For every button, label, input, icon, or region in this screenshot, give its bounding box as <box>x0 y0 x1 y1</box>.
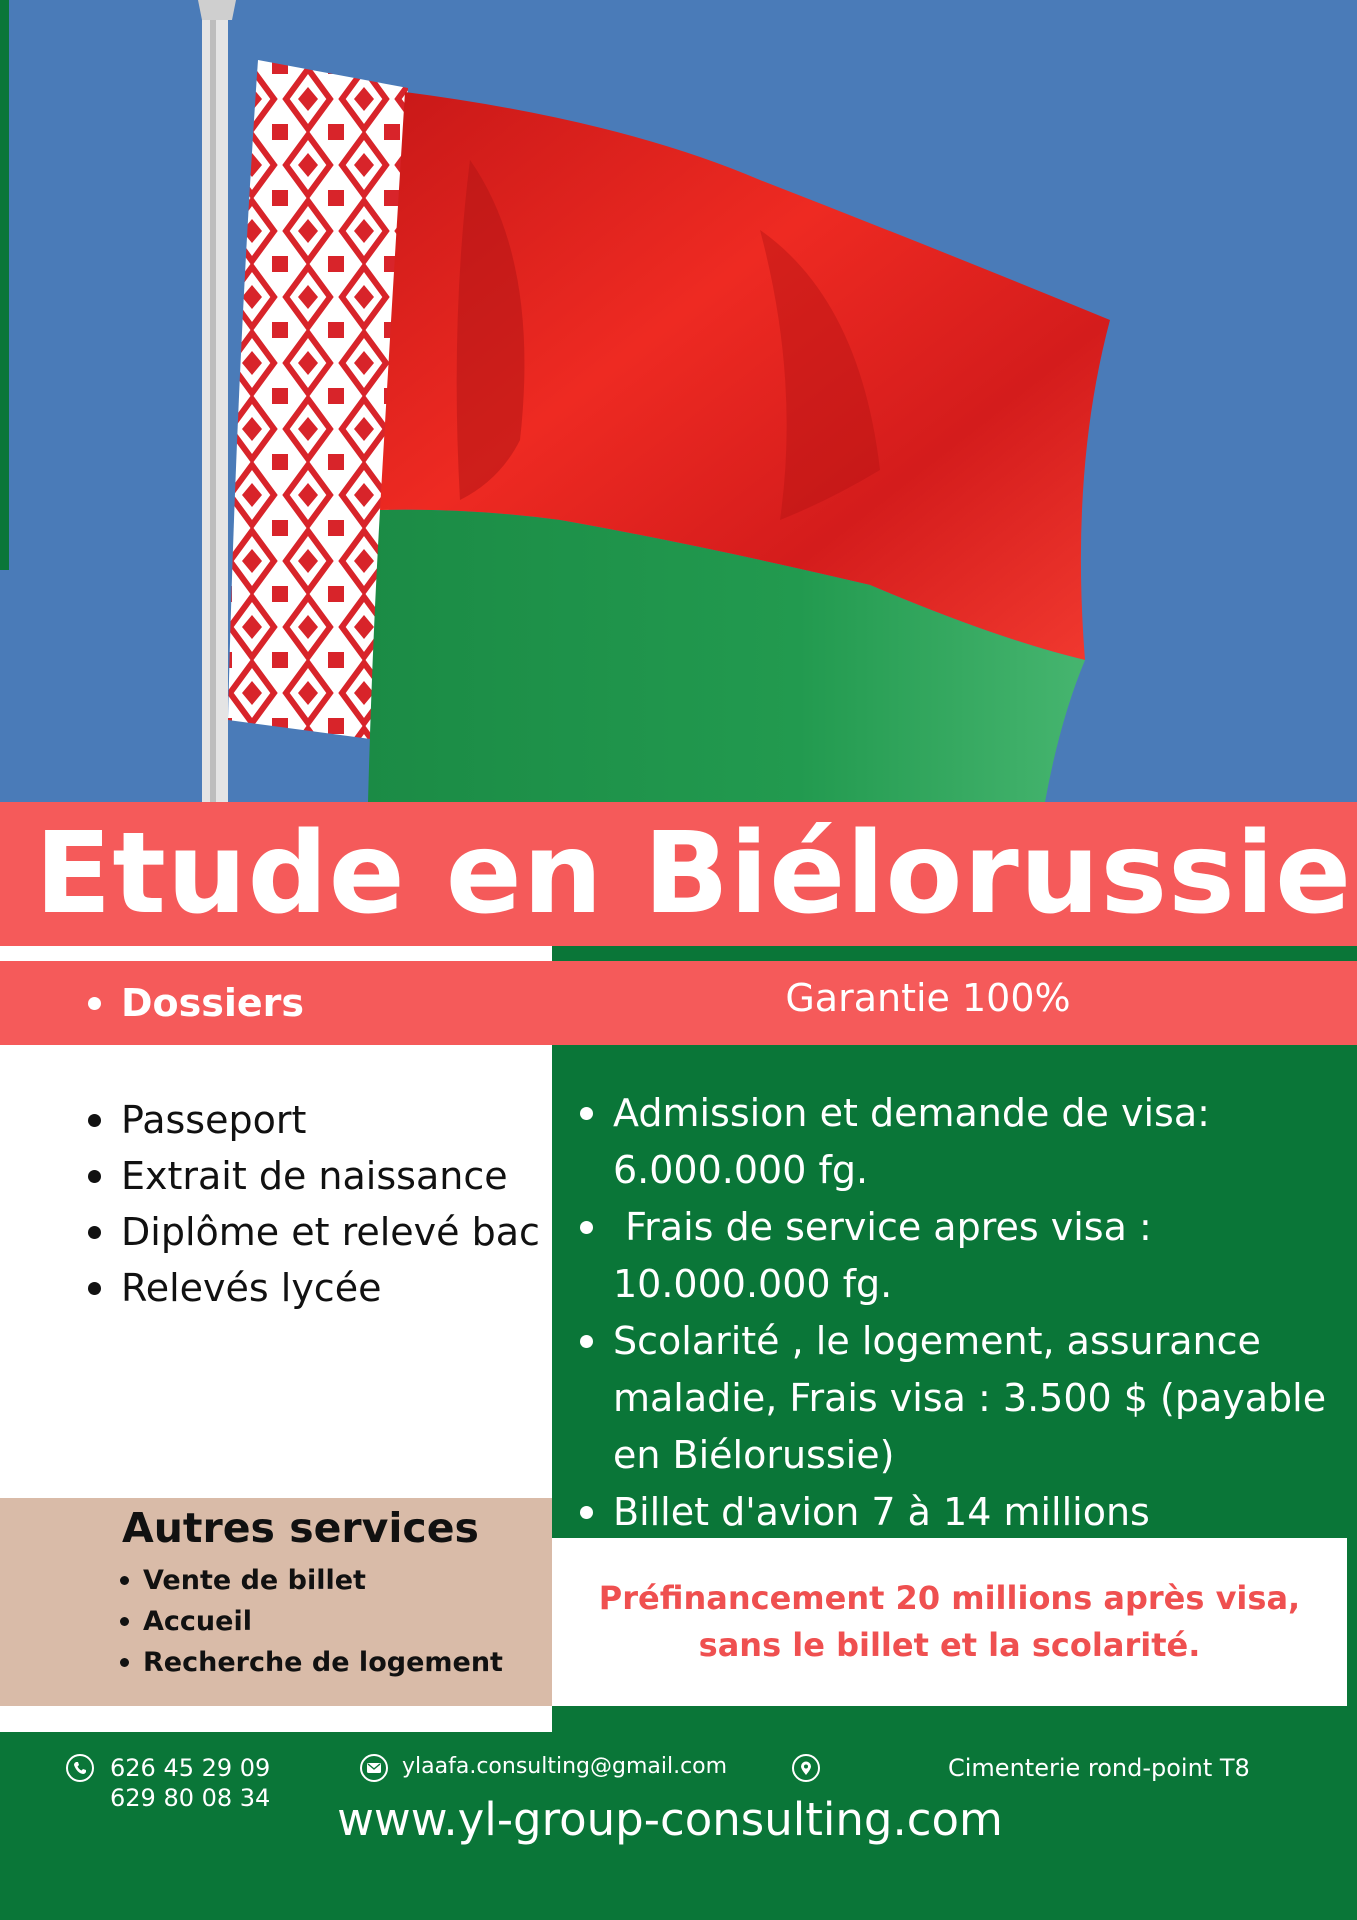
bullet-icon <box>120 1617 129 1626</box>
email-address[interactable]: ylaafa.consulting@gmail.com <box>402 1754 728 1779</box>
list-item: Frais de service apres visa : 10.000.000 fg. <box>580 1199 1340 1313</box>
fees-list <box>580 1085 1340 1541</box>
bullet-icon <box>88 1114 101 1127</box>
bullet-icon <box>88 997 101 1010</box>
list-item: Vente de billet <box>120 1560 503 1601</box>
edge-strip <box>0 0 9 570</box>
prefinancing-note: Préfinancement 20 millions après visa, sans le billet et la scolarité. <box>598 1579 1301 1664</box>
page-title: Etude en Biélorussie <box>34 809 1353 939</box>
hero-flag-photo <box>0 0 1357 802</box>
bullet-icon <box>580 1335 593 1348</box>
bullet-icon <box>120 1576 129 1585</box>
bullet-icon <box>88 1170 101 1183</box>
list-item: Relevés lycée <box>88 1260 540 1316</box>
documents-list <box>88 1092 540 1316</box>
list-item: Accueil <box>120 1601 503 1642</box>
bullet-icon <box>88 1226 101 1239</box>
phone-icon <box>66 1754 94 1782</box>
other-services-title: Autres services <box>122 1504 479 1552</box>
location-pin-icon <box>792 1754 820 1782</box>
documents-panel-bottom-strip <box>0 1706 552 1732</box>
list-item: Recherche de logement <box>120 1642 503 1683</box>
other-services-list <box>120 1560 503 1683</box>
list-item: Extrait de naissance <box>88 1148 540 1204</box>
bullet-icon <box>580 1506 593 1519</box>
bullet-icon <box>88 1282 101 1295</box>
list-item: Scolarité , le logement, assurance maladie, Frais visa : 3.500 $ (payable en Biélorussie) <box>580 1313 1340 1484</box>
belarus-flag-illustration <box>0 0 1357 802</box>
phone-number-2[interactable]: 629 80 08 34 <box>110 1784 271 1812</box>
dossiers-heading <box>88 961 304 1045</box>
address: Cimenterie rond-point T8 <box>948 1754 1250 1782</box>
bullet-icon <box>580 1107 593 1120</box>
guarantee-label: Garantie 100% <box>785 976 1071 1020</box>
website-link[interactable]: www.yl-group-consulting.com <box>337 1793 1003 1846</box>
email-icon <box>360 1754 388 1782</box>
bullet-icon <box>120 1658 129 1667</box>
list-item: Passeport <box>88 1092 540 1148</box>
phone-number-1[interactable]: 626 45 29 09 <box>110 1754 271 1782</box>
dossiers-label: Dossiers <box>121 981 305 1025</box>
list-item: Diplôme et relevé bac <box>88 1204 540 1260</box>
list-item: Admission et demande de visa: 6.000.000 fg. <box>580 1085 1340 1199</box>
bullet-icon <box>580 1221 593 1234</box>
list-item: Billet d'avion 7 à 14 millions <box>580 1484 1340 1541</box>
